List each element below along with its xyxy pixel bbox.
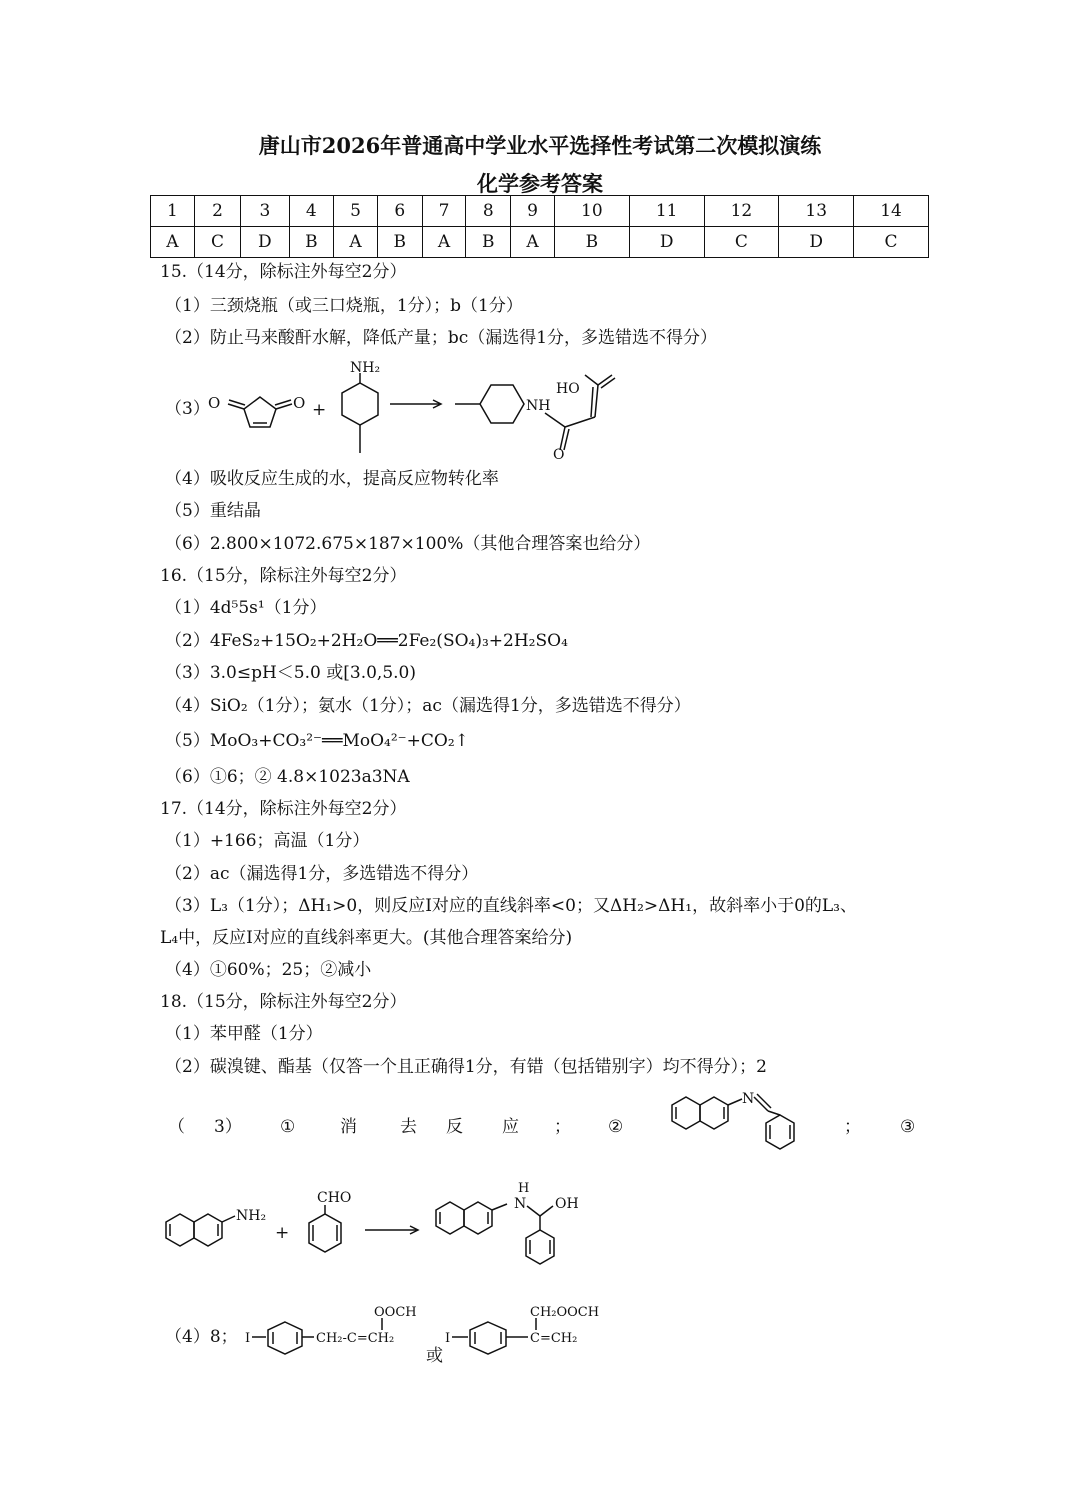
page-title: 唐山市2026年普通高中学业水平选择性考试第二次模拟演练 bbox=[258, 133, 822, 158]
q15-reaction-scheme bbox=[200, 355, 620, 465]
svg-text:O: O bbox=[208, 394, 221, 412]
svg-text:C=CH₂: C=CH₂ bbox=[530, 1331, 578, 1346]
question-number: 5 bbox=[334, 196, 378, 227]
q15-heading: 15.（14分，除标注外每空2分） bbox=[160, 262, 407, 282]
question-number: 6 bbox=[378, 196, 423, 227]
q17-part3-line1: （3）L₃（1分）；ΔH₁>0，则反应Ⅰ对应的直线斜率<0；又ΔH₂>ΔH₁，故斜率小于0的L₃、 bbox=[165, 896, 857, 916]
answer-cell: A bbox=[511, 227, 555, 258]
q15-part4: （4）吸收反应生成的水，提高反应物转化率 bbox=[165, 469, 499, 489]
svg-text:I: I bbox=[445, 1331, 451, 1346]
isomer-structure-1 bbox=[245, 1305, 417, 1354]
answer-mark-3: ③ bbox=[900, 1117, 916, 1137]
answer-cell: C bbox=[194, 227, 240, 258]
q15-part6: （6）2.800×1072.675×187×100%（其他合理答案也给分） bbox=[165, 534, 651, 554]
svg-text:NH: NH bbox=[526, 398, 551, 414]
svg-text:NH₂: NH₂ bbox=[236, 1208, 267, 1224]
svg-text:I: I bbox=[245, 1331, 251, 1346]
q18-part1: （1）苯甲醛（1分） bbox=[165, 1024, 323, 1044]
question-number: 12 bbox=[704, 196, 779, 227]
q17-part1: （1）+166；高温（1分） bbox=[165, 831, 370, 851]
svg-text:CH₂OOCH: CH₂OOCH bbox=[530, 1305, 600, 1320]
svg-text:NH₂: NH₂ bbox=[350, 360, 381, 376]
answer-letter-row bbox=[151, 227, 929, 258]
svg-text:CHO: CHO bbox=[317, 1190, 352, 1206]
2-naphthylamine-structure bbox=[166, 1208, 266, 1246]
svg-text:O: O bbox=[293, 394, 306, 412]
question-number: 4 bbox=[289, 196, 334, 227]
q18-heading: 18.（15分，除标注外每空2分） bbox=[160, 992, 407, 1012]
benzaldehyde-structure bbox=[309, 1190, 351, 1252]
maleic-anhydride-structure bbox=[208, 394, 305, 427]
q17-part3-line2: L₄中，反应Ⅰ对应的直线斜率更大。(其他合理答案给分) bbox=[160, 928, 573, 948]
answer-cell: A bbox=[334, 227, 378, 258]
q16-part2: （2）4FeS₂+15O₂+2H₂O══2Fe₂(SO₄)₃+2H₂SO₄ bbox=[165, 631, 568, 651]
answer-char: 去 bbox=[400, 1117, 417, 1137]
answer-cell: D bbox=[241, 227, 289, 258]
svg-text:OH: OH bbox=[555, 1196, 579, 1212]
paren-open: （ bbox=[168, 1117, 185, 1137]
svg-text:CH₂-C=CH₂: CH₂-C=CH₂ bbox=[316, 1331, 395, 1346]
svg-text:O: O bbox=[553, 447, 565, 463]
part-number: 3） bbox=[214, 1117, 242, 1137]
q15-part1: （1）三颈烧瓶（或三口烧瓶，1分）；b（1分） bbox=[165, 296, 523, 316]
q18-part4-label: （4）8； bbox=[165, 1327, 238, 1347]
answer-cell: A bbox=[151, 227, 195, 258]
answer-char: 反 bbox=[446, 1117, 463, 1137]
answer-cell: B bbox=[289, 227, 334, 258]
page-subtitle: 化学参考答案 bbox=[477, 171, 603, 196]
svg-text:HO: HO bbox=[556, 381, 580, 397]
q16-part4: （4）SiO₂（1分）；氨水（1分）；ac（漏选得1分，多选错选不得分） bbox=[165, 696, 691, 716]
imine-structure bbox=[660, 1085, 820, 1165]
answer-cell: B bbox=[466, 227, 511, 258]
question-number: 13 bbox=[779, 196, 854, 227]
answer-char: 消 bbox=[340, 1117, 357, 1137]
q17-heading: 17.（14分，除标注外每空2分） bbox=[160, 799, 407, 819]
separator: ； bbox=[554, 1117, 571, 1137]
question-number: 9 bbox=[511, 196, 555, 227]
svg-text:H: H bbox=[518, 1181, 530, 1196]
answer-cell: D bbox=[629, 227, 704, 258]
q16-part6: （6）①6；② 4.8×1023a3NA bbox=[165, 767, 410, 787]
svg-text:OOCH: OOCH bbox=[374, 1305, 417, 1320]
q18-part4-structures bbox=[240, 1300, 610, 1370]
question-number: 8 bbox=[466, 196, 511, 227]
question-number: 3 bbox=[241, 196, 289, 227]
q16-heading: 16.（15分，除标注外每空2分） bbox=[160, 566, 407, 586]
q16-part5: （5）MoO₃+CO₃²⁻══MoO₄²⁻+CO₂↑ bbox=[165, 731, 469, 751]
answer-cell: B bbox=[554, 227, 629, 258]
plus-sign: + bbox=[312, 400, 327, 420]
plus-sign: + bbox=[275, 1223, 290, 1243]
question-number: 14 bbox=[854, 196, 929, 227]
answer-cell: B bbox=[378, 227, 423, 258]
answer-cell: A bbox=[422, 227, 466, 258]
question-number: 1 bbox=[151, 196, 195, 227]
or-word: 或 bbox=[426, 1346, 443, 1366]
question-number: 11 bbox=[629, 196, 704, 227]
answer-cell: C bbox=[704, 227, 779, 258]
q15-part3-label: （3） bbox=[165, 399, 210, 419]
isomer-structure-2 bbox=[445, 1305, 599, 1354]
q17-part4: （4）①60%；25；②减小 bbox=[165, 960, 372, 980]
q16-part1: （1）4d⁵5s¹（1分） bbox=[165, 598, 327, 618]
q15-part5: （5）重结晶 bbox=[165, 501, 261, 521]
answer-mark-1: ① bbox=[280, 1117, 296, 1137]
svg-text:N: N bbox=[514, 1196, 527, 1212]
answer-cell: C bbox=[854, 227, 929, 258]
question-number: 10 bbox=[554, 196, 629, 227]
q18-part2: （2）碳溴键、酯基（仅答一个且正确得1分，有错（包括错别字）均不得分）；2 bbox=[165, 1057, 767, 1077]
q15-part2: （2）防止马来酸酐水解，降低产量；bc（漏选得1分，多选错选不得分） bbox=[165, 328, 718, 348]
question-number: 2 bbox=[194, 196, 240, 227]
answer-cell: D bbox=[779, 227, 854, 258]
answer-table bbox=[150, 195, 929, 258]
answer-number-row bbox=[151, 196, 929, 227]
answer-mark-2: ② bbox=[608, 1117, 624, 1137]
answer-char: 应 bbox=[502, 1117, 519, 1137]
separator: ； bbox=[844, 1117, 861, 1137]
q18-reaction-scheme bbox=[155, 1180, 615, 1280]
svg-text:N: N bbox=[742, 1091, 755, 1107]
hemiaminal-product-structure bbox=[436, 1181, 579, 1264]
p-toluidine-structure bbox=[342, 360, 380, 453]
q17-part2: （2）ac（漏选得1分，多选错选不得分） bbox=[165, 864, 479, 884]
maleanilic-acid-structure bbox=[455, 375, 615, 463]
question-number: 7 bbox=[422, 196, 466, 227]
q16-part3: （3）3.0≤pH＜5.0 或[3.0,5.0) bbox=[165, 663, 416, 683]
